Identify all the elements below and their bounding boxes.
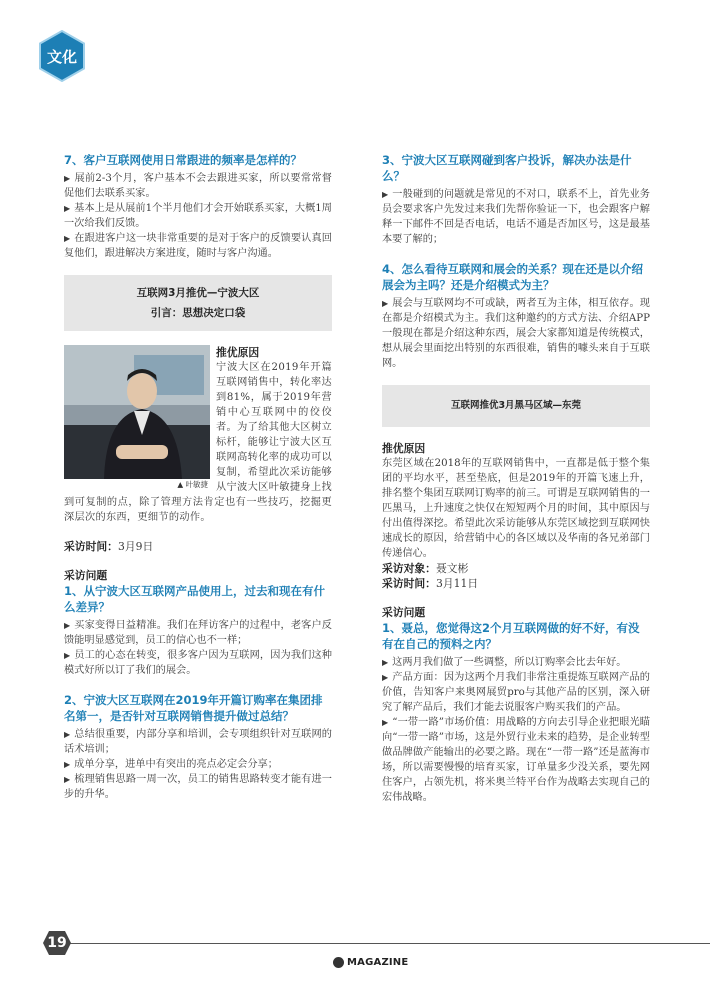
answer-paragraph: ▶ 梳理销售思路一周一次，员工的销售思路转变才能有进一步的升华。 — [64, 774, 332, 800]
interview-questions-label: 采访问题 — [64, 569, 108, 582]
banner-title: 互联网推优3月黑马区域—东莞 — [450, 400, 582, 411]
reason-text: 宁波大区在2019年开篇互联网销售中，转化率达到81%，属于2019年营销中心互联网中的佼佼者。为了给其他大区树立标杆，能够让宁波大区互联网高转化率的成功可以复制，希望此次采访能够从宁波大区叶敏捷身上找到可复制的点，除了管理方法肯定也有一些技巧，挖掘更深层次的东西，更细节的动作。 — [64, 362, 332, 523]
answer-paragraph: ▶ 产品方面：因为这两个月我们非常注重提炼互联网产品的价值，告知客户来奥网展贸pro与其他产品的区别，深入研究了解产品后，我们才能去说服客户购买我们的产品。 — [382, 672, 650, 713]
reason-text: 东莞区域在2018年的互联网销售中，一直都是低于整个集团的平均水平，甚至垫底，但是2019年的开篇飞速上升，排名整个集团互联网订购率的前三。可谓是互联网销售的一匹黑马，上升速度之快仅在短短两个月的时间，其中原因与付出值得深挖。希望此次采访能够从东莞区域挖到互联网快速成长的原因，给营销中心的各区域以及华南的各兄弟部门传递信心。 — [382, 458, 650, 559]
answer-paragraph: ▶ 在跟进客户这一块非常重要的是对于客户的反馈要认真回复他们，跟进解决方案进度，随时与客户沟通。 — [64, 233, 332, 259]
answer-paragraph: ▶ 总结很重要，内部分享和培训，会专项组织针对互联网的话术培训； — [64, 729, 332, 755]
question-4-title: 4、怎么看待互联网和展会的关系？现在还是以介绍展会为主吗？还是介绍模式为主？ — [382, 262, 643, 292]
triangle-right-icon: ▶ — [64, 204, 71, 213]
triangle-right-icon: ▶ — [64, 651, 71, 660]
answer-paragraph: ▶ 成单分享，进单中有突出的亮点必定会分享； — [64, 759, 278, 770]
portrait-photo — [64, 345, 210, 488]
question-1-title: 1、从宁波大区互联网产品使用上，过去和现在有什么差异？ — [64, 584, 325, 614]
photo-caption: ▲ 叶敏捷 — [177, 480, 208, 489]
interview-time: 采访时间：3月9日 — [64, 540, 154, 553]
page-number: 19 — [47, 935, 67, 951]
portrait-image — [64, 345, 210, 479]
banner-title: 互联网3月推优—宁波大区 — [136, 287, 260, 299]
interview-target: 采访对象：聂文彬 — [382, 562, 469, 575]
interview-time: 采访时间：3月11日 — [382, 577, 479, 590]
triangle-right-icon: ▶ — [382, 658, 389, 667]
triangle-right-icon: ▶ — [64, 174, 71, 183]
interview-questions-label: 采访问题 — [382, 606, 426, 619]
feature-banner-dongguan — [382, 385, 650, 427]
question-1-title: 1、聂总，您觉得这2个月互联网做的好不好，有没有在自己的预料之内？ — [382, 621, 640, 651]
question-3-title: 3、宁波大区互联网碰到客户投诉，解决办法是什么？ — [382, 153, 632, 183]
footer-rule — [70, 943, 710, 944]
triangle-right-icon: ▶ — [64, 760, 71, 769]
triangle-right-icon: ▶ — [382, 299, 389, 308]
triangle-right-icon: ▶ — [64, 234, 71, 243]
section-badge-label: 文化 — [46, 47, 77, 66]
left-column — [64, 152, 332, 802]
answer-paragraph: ▶ 员工的心态在转变，很多客户因为互联网，因为我们这种模式好所以订了我们的展会。 — [64, 650, 332, 676]
reason-label: 推优原因 — [216, 346, 260, 359]
banner-subtitle: 引言：思想决定口袋 — [150, 307, 246, 319]
triangle-right-icon: ▶ — [64, 730, 71, 739]
right-column — [382, 152, 650, 805]
triangle-right-icon: ▶ — [382, 673, 389, 682]
globe-icon — [333, 957, 344, 968]
reason-label: 推优原因 — [382, 442, 426, 455]
triangle-right-icon: ▶ — [64, 775, 71, 784]
question-7-title: 7、客户互联网使用日常跟进的频率是怎样的？ — [64, 153, 302, 167]
triangle-right-icon: ▶ — [382, 718, 389, 727]
answer-paragraph: ▶ 一般碰到的问题就是常见的不对口，联系不上，首先业务员会要求客户先发过来我们先帮你验证一下，也会跟客户解释一下邮件不回是否电话，电话不通是否加区号，这是最基本要了解的； — [382, 189, 650, 245]
answer-paragraph: ▶ 基本上是从展前1个半月他们才会开始联系买家，大概1周一次给我们反馈。 — [64, 203, 332, 229]
triangle-right-icon: ▶ — [64, 621, 71, 630]
logo-text: MAGAZINE — [347, 957, 409, 968]
answer-paragraph: ▶ 这两月我们做了一些调整，所以订购率会比去年好。 — [382, 657, 627, 668]
answer-paragraph: ▶ 展会与互联网均不可或缺，两者互为主体，相互依存。现在都是介绍模式为主。我们这种邀约的方式方法、介绍APP一般现在都是介绍这种东西，展会大家都知道是传统模式，想从展会里面挖出特别的东西很难，销售的噱头来自于互联网。 — [382, 298, 650, 369]
feature-banner-ningbo — [64, 275, 332, 331]
feature-reason-block — [64, 345, 332, 525]
answer-paragraph: ▶ “一带一路”市场价值：用战略的方向去引导企业把眼光瞄向“一带一路”市场，这是外贸行业未来的趋势，是企业转型做品牌做产能输出的必要之路。现在“一带一路”还是蓝海市场，所以需要慢慢的培育买家，订单量多少没关系，要先网住客户，占领先机，将米奥兰特平台作为战略去实现自己的宏伟战略。 — [382, 717, 650, 803]
question-2-title: 2、宁波大区互联网在2019年开篇订购率在集团排名第一，是否针对互联网销售提升做过总结？ — [64, 693, 323, 723]
triangle-right-icon: ▶ — [382, 190, 389, 199]
magazine-logo — [333, 957, 408, 968]
answer-paragraph: ▶ 展前2-3个月，客户基本不会去跟进买家，所以要常常督促他们去联系买家。 — [64, 173, 332, 199]
answer-paragraph: ▶ 买家变得日益精准。我们在拜访客户的过程中，老客户反馈能明显感觉到，员工的信心也不一样； — [64, 620, 332, 646]
section-badge — [36, 30, 88, 82]
